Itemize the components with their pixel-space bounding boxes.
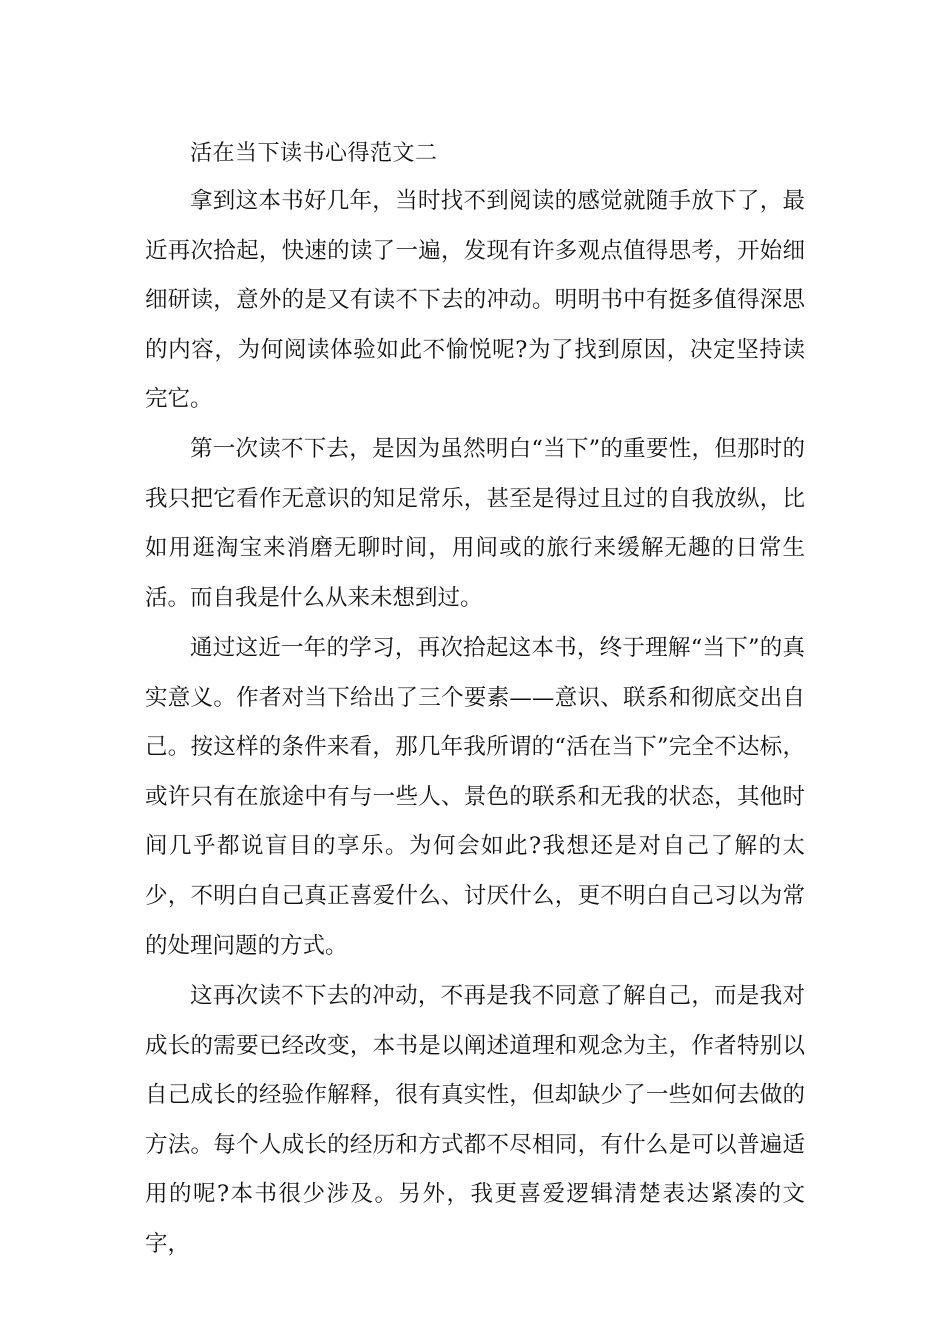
paragraph-1: 拿到这本书好几年，当时找不到阅读的感觉就随手放下了，最近再次拾起，快速的读了一遍，发现有许多观点值得思考，开始细细研读，意外的是又有读不下去的冲动。明明书中有挺多值得深思的内容，为何阅读体验如此不愉悦呢?为了找到原因，决定坚持读完它。 [145,188,805,413]
paragraph-4: 这再次读不下去的冲动，不再是我不同意了解自己，而是我对成长的需要已经改变，本书是以阐述道理和观念为主，作者特别以自己成长的经验作解释，很有真实性，但却缺少了一些如何去做的方法。每个人成长的经历和方式都不尽相同，有什么是可以普遍适用的呢?本书很少涉及。另外，我更喜爱逻辑清楚表达紧凑的文字， [145,983,805,1257]
paragraph-2: 第一次读不下去，是因为虽然明白“当下”的重要性，但那时的我只把它看作无意识的知足常乐，甚至是得过且过的自我放纵，比如用逛淘宝来消磨无聊时间，用间或的旅行来缓解无趣的日常生活。而自我是什么从来未想到过。 [145,436,805,611]
document-title: 活在当下读书心得范文二 [190,141,438,166]
paragraph-3: 通过这近一年的学习，再次拾起这本书，终于理解“当下”的真实意义。作者对当下给出了三个要素——意识、联系和彻底交出自己。按这样的条件来看，那几年我所谓的“活在当下”完全不达标，或许只有在旅途中有与一些人、景色的联系和无我的状态，其他时间几乎都说盲目的享乐。为何会如此?我想还是对自己了解的太少，不明白自己真正喜爱什么、讨厌什么，更不明白自己习以为常的处理问题的方式。 [145,635,805,959]
